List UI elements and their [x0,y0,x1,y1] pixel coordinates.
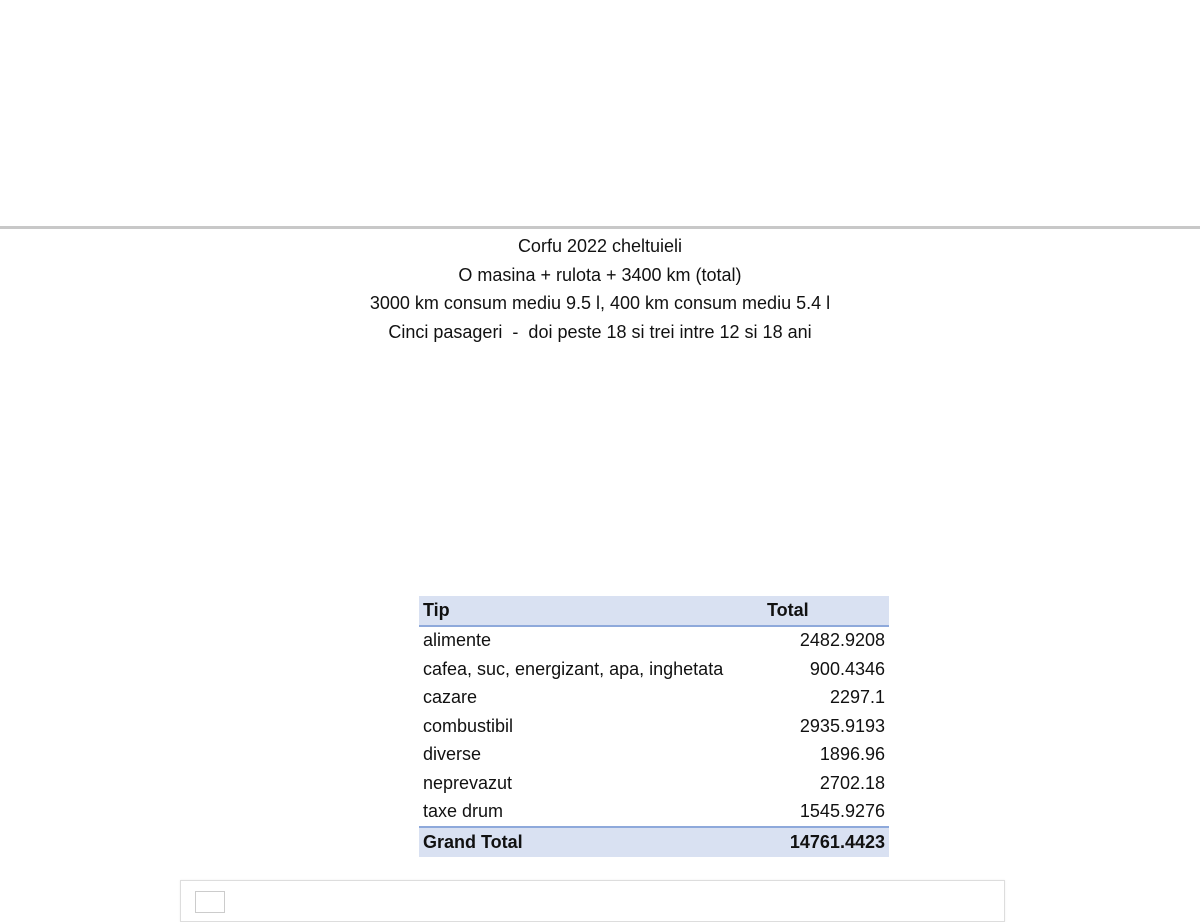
cell-total: 2935.9193 [799,715,885,736]
document-header [0,232,1200,346]
cell-tip: cafea, suc, energizant, apa, inghetata [423,658,724,679]
grand-total-row [419,827,889,857]
cell-total: 900.4346 [809,658,885,679]
table-row [419,626,889,656]
subtitle-line: O masina + rulota + 3400 km (total) [458,264,742,285]
table-row [419,741,889,770]
grand-total-label: Grand Total [419,827,767,857]
cell-tip: combustibil [423,715,514,736]
cell-tip: neprevazut [423,772,513,793]
cell-total: 2702.18 [819,772,885,793]
cell-total: 1896.96 [819,744,885,765]
subtitle-line: Cinci pasageri - doi peste 18 si trei intre 12 si 18 ani [388,321,812,342]
table-row [419,655,889,684]
cell-total: 2297.1 [829,687,885,708]
subtitle-line: 3000 km consum mediu 9.5 l, 400 km consum mediu 5.4 l [369,293,831,313]
column-header-total: Total [767,596,889,626]
cell-tip: alimente [423,630,492,651]
cell-tip: taxe drum [423,801,504,822]
table-row [419,798,889,828]
embedded-frame [180,880,1005,922]
title-line: Corfu 2022 cheltuieli [517,236,683,256]
pivot-table [419,596,889,857]
table-row [419,769,889,798]
cell-tip: diverse [423,744,482,765]
table-row [419,712,889,741]
table-row [419,684,889,713]
frame-thumbnail [195,891,225,913]
page-divider [0,226,1200,229]
cell-total: 2482.9208 [799,630,885,651]
cell-tip: cazare [423,687,478,708]
grand-total-value: 14761.4423 [767,827,889,857]
cell-total: 1545.9276 [799,801,885,822]
table-header-row [419,596,889,626]
column-header-tip: Tip [419,596,767,626]
